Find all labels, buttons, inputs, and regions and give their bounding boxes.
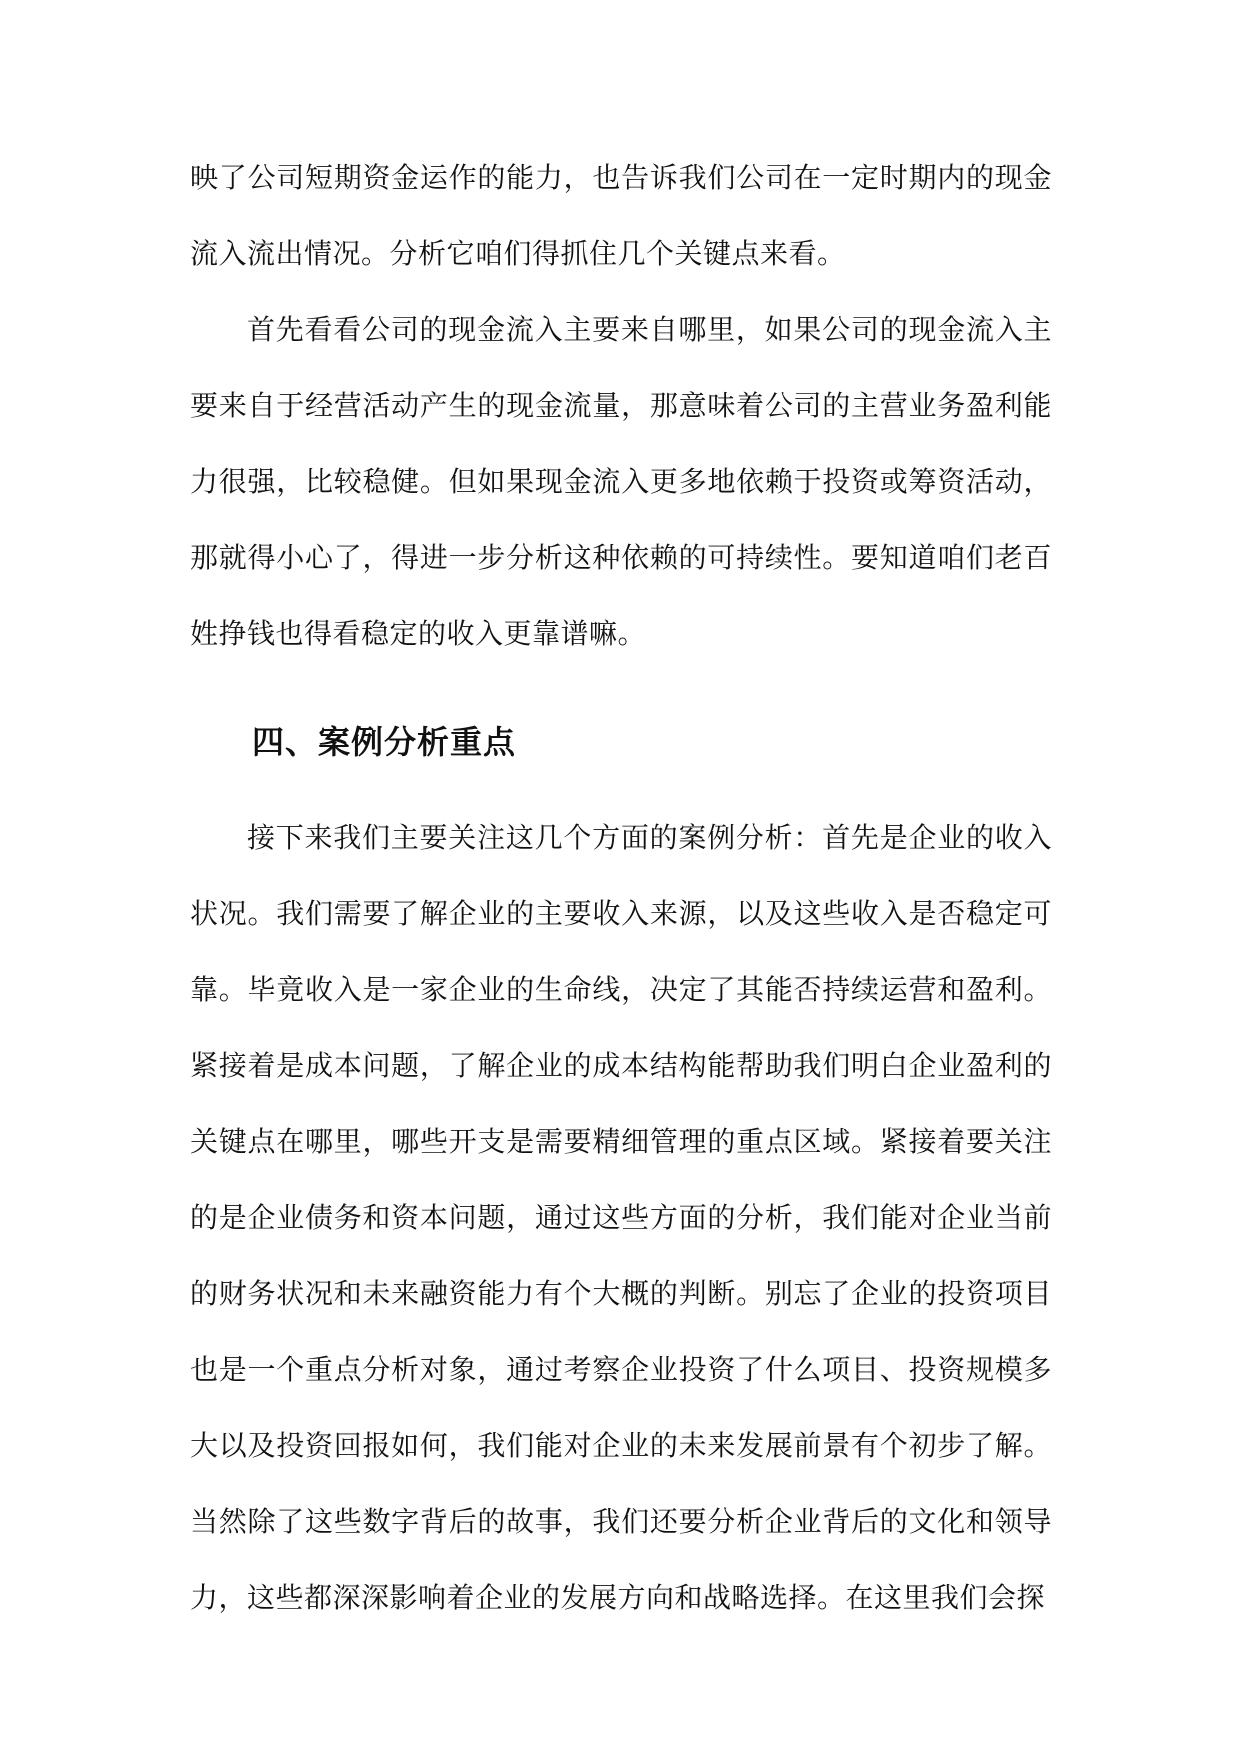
paragraph-case-analysis: 接下来我们主要关注这几个方面的案例分析：首先是企业的收入状况。我们需要了解企业的主要收入来源，以及这些收入是否稳定可靠。毕竟收入是一家企业的生命线，决定了其能否持续运营和盈利。紧接着是成本问题，了解企业的成本结构能帮助我们明白企业盈利的关键点在哪里，哪些开支是需要精细管理的重点区域。紧接着要关注的是企业债务和资本问题，通过这些方面的分析，我们能对企业当前的财务状况和未来融资能力有个大概的判断。别忘了企业的投资项目也是一个重点分析对象，通过考察企业投资了什么项目、投资规模多大以及投资回报如何，我们能对企业的未来发展前景有个初步了解。当然除了这些数字背后的故事，我们还要分析企业背后的文化和领导力，这些都深深影响着企业的发展方向和战略选择。在这里我们会探 [190,821,1052,1614]
paragraph-continuation: 映了公司短期资金运作的能力，也告诉我们公司在一定时期内的现金流入流出情况。分析它咱们得抓住几个关键点来看。 [190,161,1052,270]
section-heading: 四、案例分析重点 [252,723,517,761]
paragraph-cash-inflow: 首先看看公司的现金流入主要来自哪里，如果公司的现金流入主要来自于经营活动产生的现金流量，那意味着公司的主营业务盈利能力很强，比较稳健。但如果现金流入更多地依赖于投资或筹资活动，那就得小心了，得进一步分析这种依赖的可持续性。要知道咱们老百姓挣钱也得看稳定的收入更靠谱嘛。 [190,313,1052,650]
document-body [190,140,1052,1636]
